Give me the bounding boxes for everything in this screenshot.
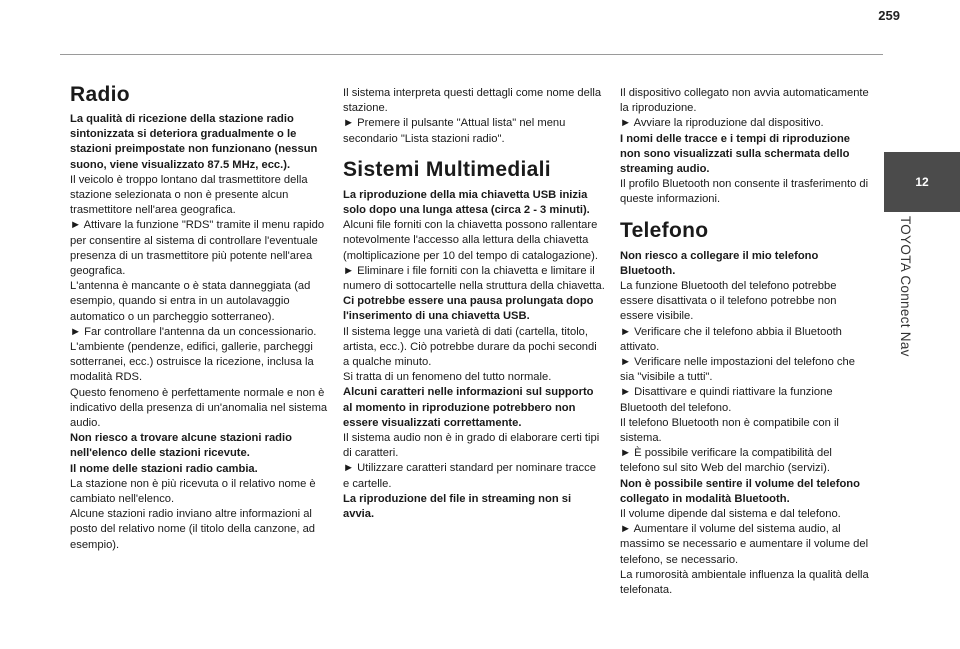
paragraph: La funzione Bluetooth del telefono potrebbe essere disattivata o il telefono potrebbe non essere visibile. <box>620 280 837 323</box>
question: La riproduzione del file in streaming non si avvia. <box>343 492 572 521</box>
instruction: ► Verificare che il telefono abbia il Bluetooth attivato. <box>620 325 842 353</box>
paragraph: Alcune stazioni radio inviano altre informazioni al posto del relativo nome (il titolo della canzone, ad esempio). <box>70 508 316 551</box>
header-divider <box>60 54 883 55</box>
question: La riproduzione della mia chiavetta USB inizia solo dopo una lunga attesa (circa 2 - 3 minuti). <box>343 188 590 217</box>
column-middle <box>343 86 605 522</box>
paragraph: Il volume dipende dal sistema e dal telefono. <box>620 508 841 521</box>
question: Il nome delle stazioni radio cambia. <box>70 462 258 475</box>
paragraph: Si tratta di un fenomeno del tutto normale. <box>343 371 552 384</box>
instruction: ► Attivare la funzione "RDS" tramite il menu rapido per consentire al sistema di controllare l'eventuale presenza di un trasmettitore più potente nell'area geografica. <box>70 219 325 278</box>
question: Non riesco a trovare alcune stazioni radio nell'elenco delle stazioni ricevute. <box>70 432 292 460</box>
paragraph: Il dispositivo collegato non avvia automaticamente la riproduzione. <box>620 87 869 115</box>
question: La qualità di ricezione della stazione radio sintonizzata si deteriora gradualmente o le stazioni preimpostate non funzionano (nessun suono, viene visualizzato 87.5 MHz, ecc.). <box>70 113 318 171</box>
instruction: ► Far controllare l'antenna da un concessionario. <box>70 325 317 338</box>
paragraph: Il sistema audio non è in grado di elaborare certi tipi di caratteri. <box>343 432 600 460</box>
paragraph: Il sistema interpreta questi dettagli come nome della stazione. <box>343 87 602 115</box>
paragraph: Il telefono Bluetooth non è compatibile con il sistema. <box>620 416 839 445</box>
instruction: ► Avviare la riproduzione dal dispositivo. <box>620 117 824 130</box>
question: Alcuni caratteri nelle informazioni sul supporto al momento in riproduzione potrebbero non essere visualizzati correttamente. <box>343 386 594 429</box>
question: Ci potrebbe essere una pausa prolungata dopo l'inserimento di una chiavetta USB. <box>343 295 594 323</box>
question: I nomi delle tracce e i tempi di riproduzione non sono visualizzati sulla schermata dello streaming audio. <box>620 132 851 176</box>
paragraph: Il profilo Bluetooth non consente il trasferimento di queste informazioni. <box>620 178 869 206</box>
instruction: ► Verificare nelle impostazioni del telefono che sia "visibile a tutti". <box>620 356 855 384</box>
instruction: ► È possibile verificare la compatibilità del telefono sul sito Web del marchio (servizi). <box>620 447 832 475</box>
section-heading-multimedia: Sistemi Multimediali <box>343 157 551 181</box>
section-heading-telefono: Telefono <box>620 218 709 242</box>
instruction: ► Aumentare il volume del sistema audio, al massimo se necessario e aumentare il volume del telefono, se necessario. <box>620 523 869 566</box>
page-number: 259 <box>878 8 900 23</box>
column-left <box>70 82 332 553</box>
paragraph: La stazione non è più ricevuta o il relativo nome è cambiato nell'elenco. <box>70 477 316 506</box>
instruction: ► Utilizzare caratteri standard per nominare tracce e cartelle. <box>343 462 596 490</box>
section-heading-radio: Radio <box>70 83 130 106</box>
paragraph: Questo fenomeno è perfettamente normale e non è indicativo della presenza di un'anomalia nel sistema audio. <box>70 386 328 430</box>
paragraph: Il veicolo è troppo lontano dal trasmettitore della stazione selezionata o non è presente alcun trasmettitore nell'area geografica. <box>70 173 308 217</box>
column-right <box>620 86 872 598</box>
instruction: ► Disattivare e quindi riattivare la funzione Bluetooth del telefono. <box>620 386 833 414</box>
paragraph: Il sistema legge una varietà di dati (cartella, titolo, artista, ecc.). Ciò potrebbe durare da pochi secondi a qualche minuto. <box>343 325 597 369</box>
paragraph: Alcuni file forniti con la chiavetta possono rallentare notevolmente l'accesso alla lettura della chiavetta (moltiplicazione per 10 del tempo di catalogazione). <box>343 219 598 262</box>
instruction: ► Eliminare i file forniti con la chiavetta e limitare il numero di sottocartelle nella struttura della chiavetta. <box>343 264 605 293</box>
paragraph: La rumorosità ambientale influenza la qualità della telefonata. <box>620 568 869 597</box>
paragraph: L'antenna è mancante o è stata danneggiata (ad esempio, quando si entra in un autolavaggio automatico o un parcheggio sotterraneo). <box>70 280 311 323</box>
instruction: ► Premere il pulsante "Attual lista" nel menu secondario "Lista stazioni radio". <box>343 117 566 145</box>
chapter-title: TOYOTA Connect Nav <box>898 216 913 357</box>
chapter-tab[interactable]: 12 <box>884 152 960 212</box>
question: Non è possibile sentire il volume del telefono collegato in modalità Bluetooth. <box>620 477 860 505</box>
paragraph: L'ambiente (pendenze, edifici, gallerie, parcheggi sotterranei, ecc.) ostruisce la ricezione, inclusa la modalità RDS. <box>70 341 314 384</box>
question: Non riesco a collegare il mio telefono Bluetooth. <box>620 249 819 277</box>
